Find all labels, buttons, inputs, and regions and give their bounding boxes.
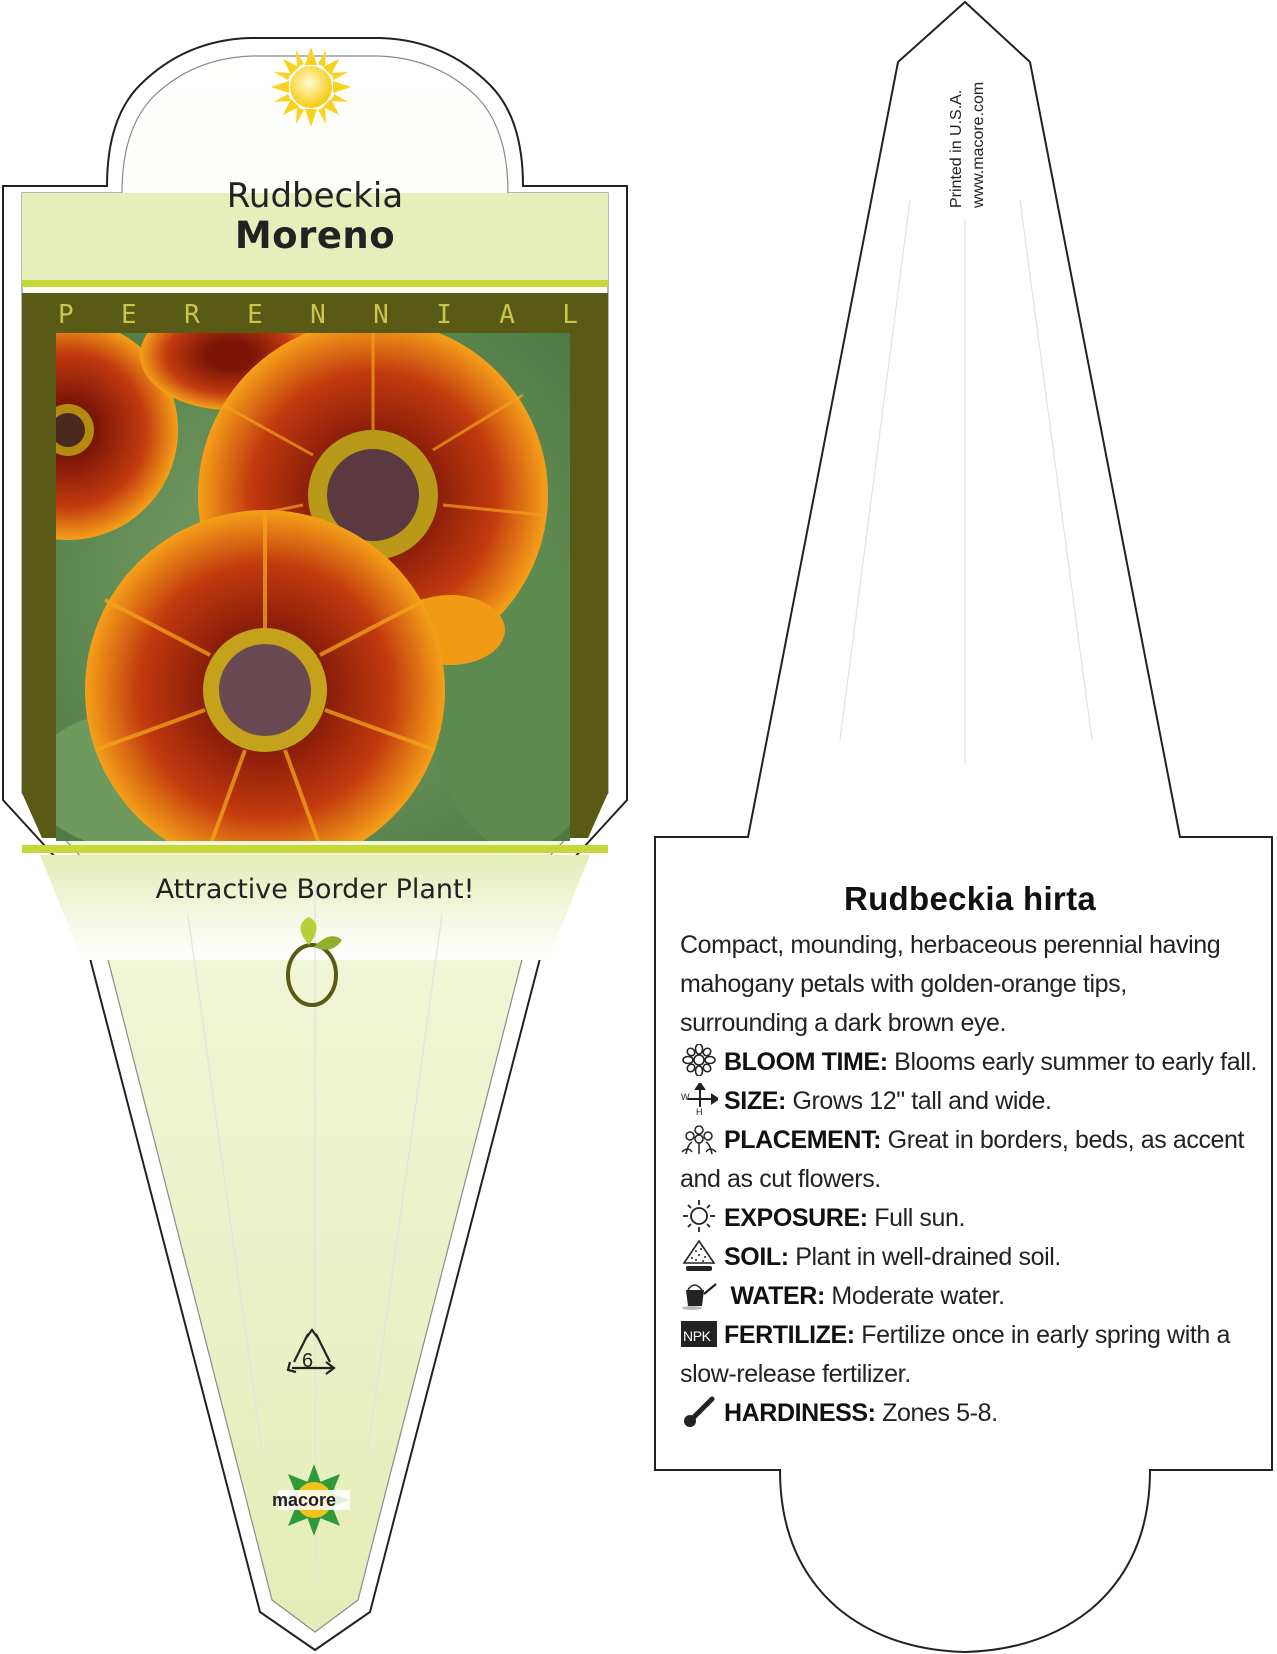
type-letter: E (121, 300, 137, 330)
soil-label: SOIL: (724, 1243, 789, 1271)
website: www.macore.com (970, 81, 987, 208)
size-icon-h: H (696, 1107, 703, 1115)
placement-icon (680, 1122, 718, 1154)
npk-icon-text: NPK (683, 1328, 711, 1344)
type-letter: N (310, 300, 326, 330)
flower-icon (680, 1044, 718, 1076)
size-icon (680, 1083, 718, 1115)
exposure-sun-icon (680, 1200, 718, 1232)
size-icon-w: W (681, 1092, 690, 1102)
type-letter: L (562, 300, 578, 330)
sun-icon (271, 47, 351, 127)
type-letter: E (247, 300, 263, 330)
soil-value: Plant in well-drained soil. (788, 1243, 1061, 1271)
description: Compact, mounding, herbaceous perennial having mahogany petals with golden-orange tips, surrounding a dark brown eye. (680, 931, 1221, 1037)
hardiness-label: HARDINESS: (724, 1399, 876, 1427)
placement-row (680, 1121, 1260, 1199)
plant-type-letters (58, 300, 578, 330)
fertilize-row (680, 1316, 1260, 1394)
type-letter: P (58, 300, 74, 330)
type-letter: I (436, 300, 452, 330)
type-letter: N (373, 300, 389, 330)
size-value: Grows 12" tall and wide. (785, 1087, 1052, 1115)
size-label: SIZE: (724, 1087, 786, 1115)
hardiness-row (680, 1394, 1260, 1433)
type-letter: R (184, 300, 200, 330)
printed-in: Printed in U.S.A. (948, 89, 965, 208)
plant-genus: Rudbeckia (226, 176, 404, 216)
fertilize-label: FERTILIZE: (724, 1321, 855, 1349)
bloom-label: BLOOM TIME: (724, 1048, 888, 1076)
size-row (680, 1082, 1260, 1121)
exposure-value: Full sun. (867, 1204, 966, 1232)
flower-photo (0, 300, 610, 870)
water-label: WATER: (730, 1282, 825, 1310)
botanical-name: Rudbeckia hirta (843, 880, 1097, 917)
recycle-code: 6 (302, 1350, 314, 1372)
fertilize-value: Fertilize once in early spring with a slow-release fertilizer. (680, 1321, 1230, 1388)
back-info (680, 880, 1260, 1433)
brand-name: macore (272, 1490, 337, 1510)
water-value: Moderate water. (824, 1282, 1005, 1310)
bloom-value: Blooms early summer to early fall. (887, 1048, 1258, 1076)
exposure-label: EXPOSURE: (724, 1204, 868, 1232)
npk-icon (680, 1317, 718, 1349)
thermometer-icon (680, 1395, 718, 1427)
exposure-row (680, 1199, 1260, 1238)
hardiness-value: Zones 5-8. (875, 1399, 998, 1427)
tagline: Attractive Border Plant! (155, 874, 475, 905)
type-letter: A (499, 300, 515, 330)
soil-icon (680, 1239, 718, 1271)
bloom-time-row (680, 1043, 1260, 1082)
water-row (680, 1277, 1260, 1316)
placement-value: Great in borders, beds, as accent and as cut flowers. (680, 1126, 1245, 1193)
plant-variety: Moreno (234, 214, 396, 257)
soil-row (680, 1238, 1260, 1277)
placement-label: PLACEMENT: (724, 1126, 882, 1154)
watering-can-icon (680, 1278, 718, 1310)
